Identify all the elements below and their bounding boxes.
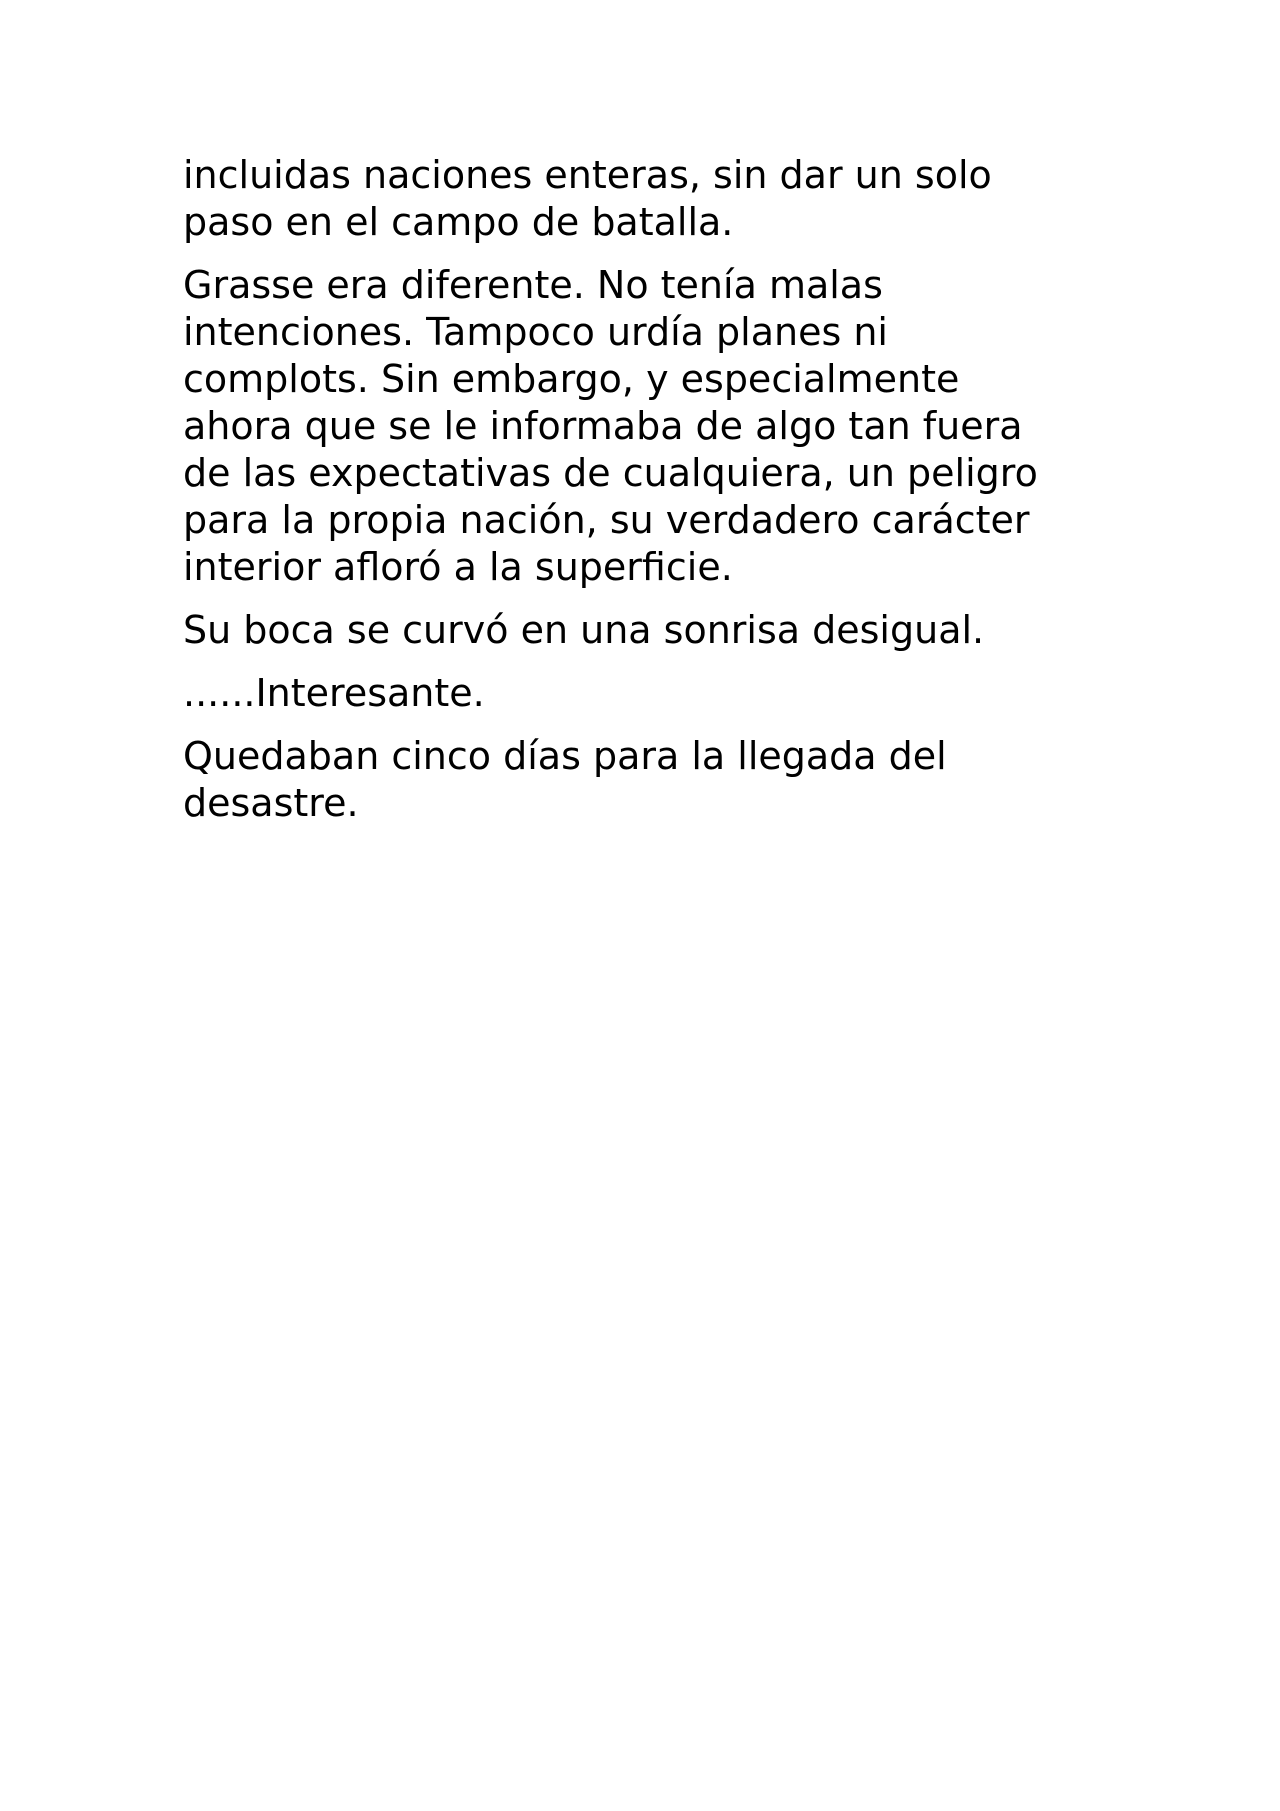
- body-text: [183, 152, 1113, 843]
- text-line: desastre.: [183, 781, 359, 825]
- text-line: intenciones. Tampoco urdía planes ni: [183, 310, 888, 354]
- paragraph-5: [183, 733, 1113, 827]
- text-line: Grasse era diferente. No tenía malas: [183, 263, 883, 307]
- text-line: Su boca se curvó en una sonrisa desigual.: [183, 608, 985, 652]
- text-line: complots. Sin embargo, y especialmente: [183, 357, 960, 401]
- text-line: Quedaban cinco días para la llegada del: [183, 734, 947, 778]
- paragraph-4: [183, 670, 1113, 717]
- paragraph-1: [183, 152, 1113, 246]
- text-line: incluidas naciones enteras, sin dar un solo: [183, 153, 992, 197]
- text-line: ......Interesante.: [183, 671, 485, 715]
- text-line: de las expectativas de cualquiera, un peligro: [183, 451, 1038, 495]
- paragraph-2: [183, 262, 1113, 591]
- text-line: ahora que se le informaba de algo tan fuera: [183, 404, 1023, 448]
- text-line: interior afloró a la superficie.: [183, 545, 733, 589]
- text-line: paso en el campo de batalla.: [183, 200, 734, 244]
- text-line: para la propia nación, su verdadero carácter: [183, 498, 1030, 542]
- paragraph-3: [183, 607, 1113, 654]
